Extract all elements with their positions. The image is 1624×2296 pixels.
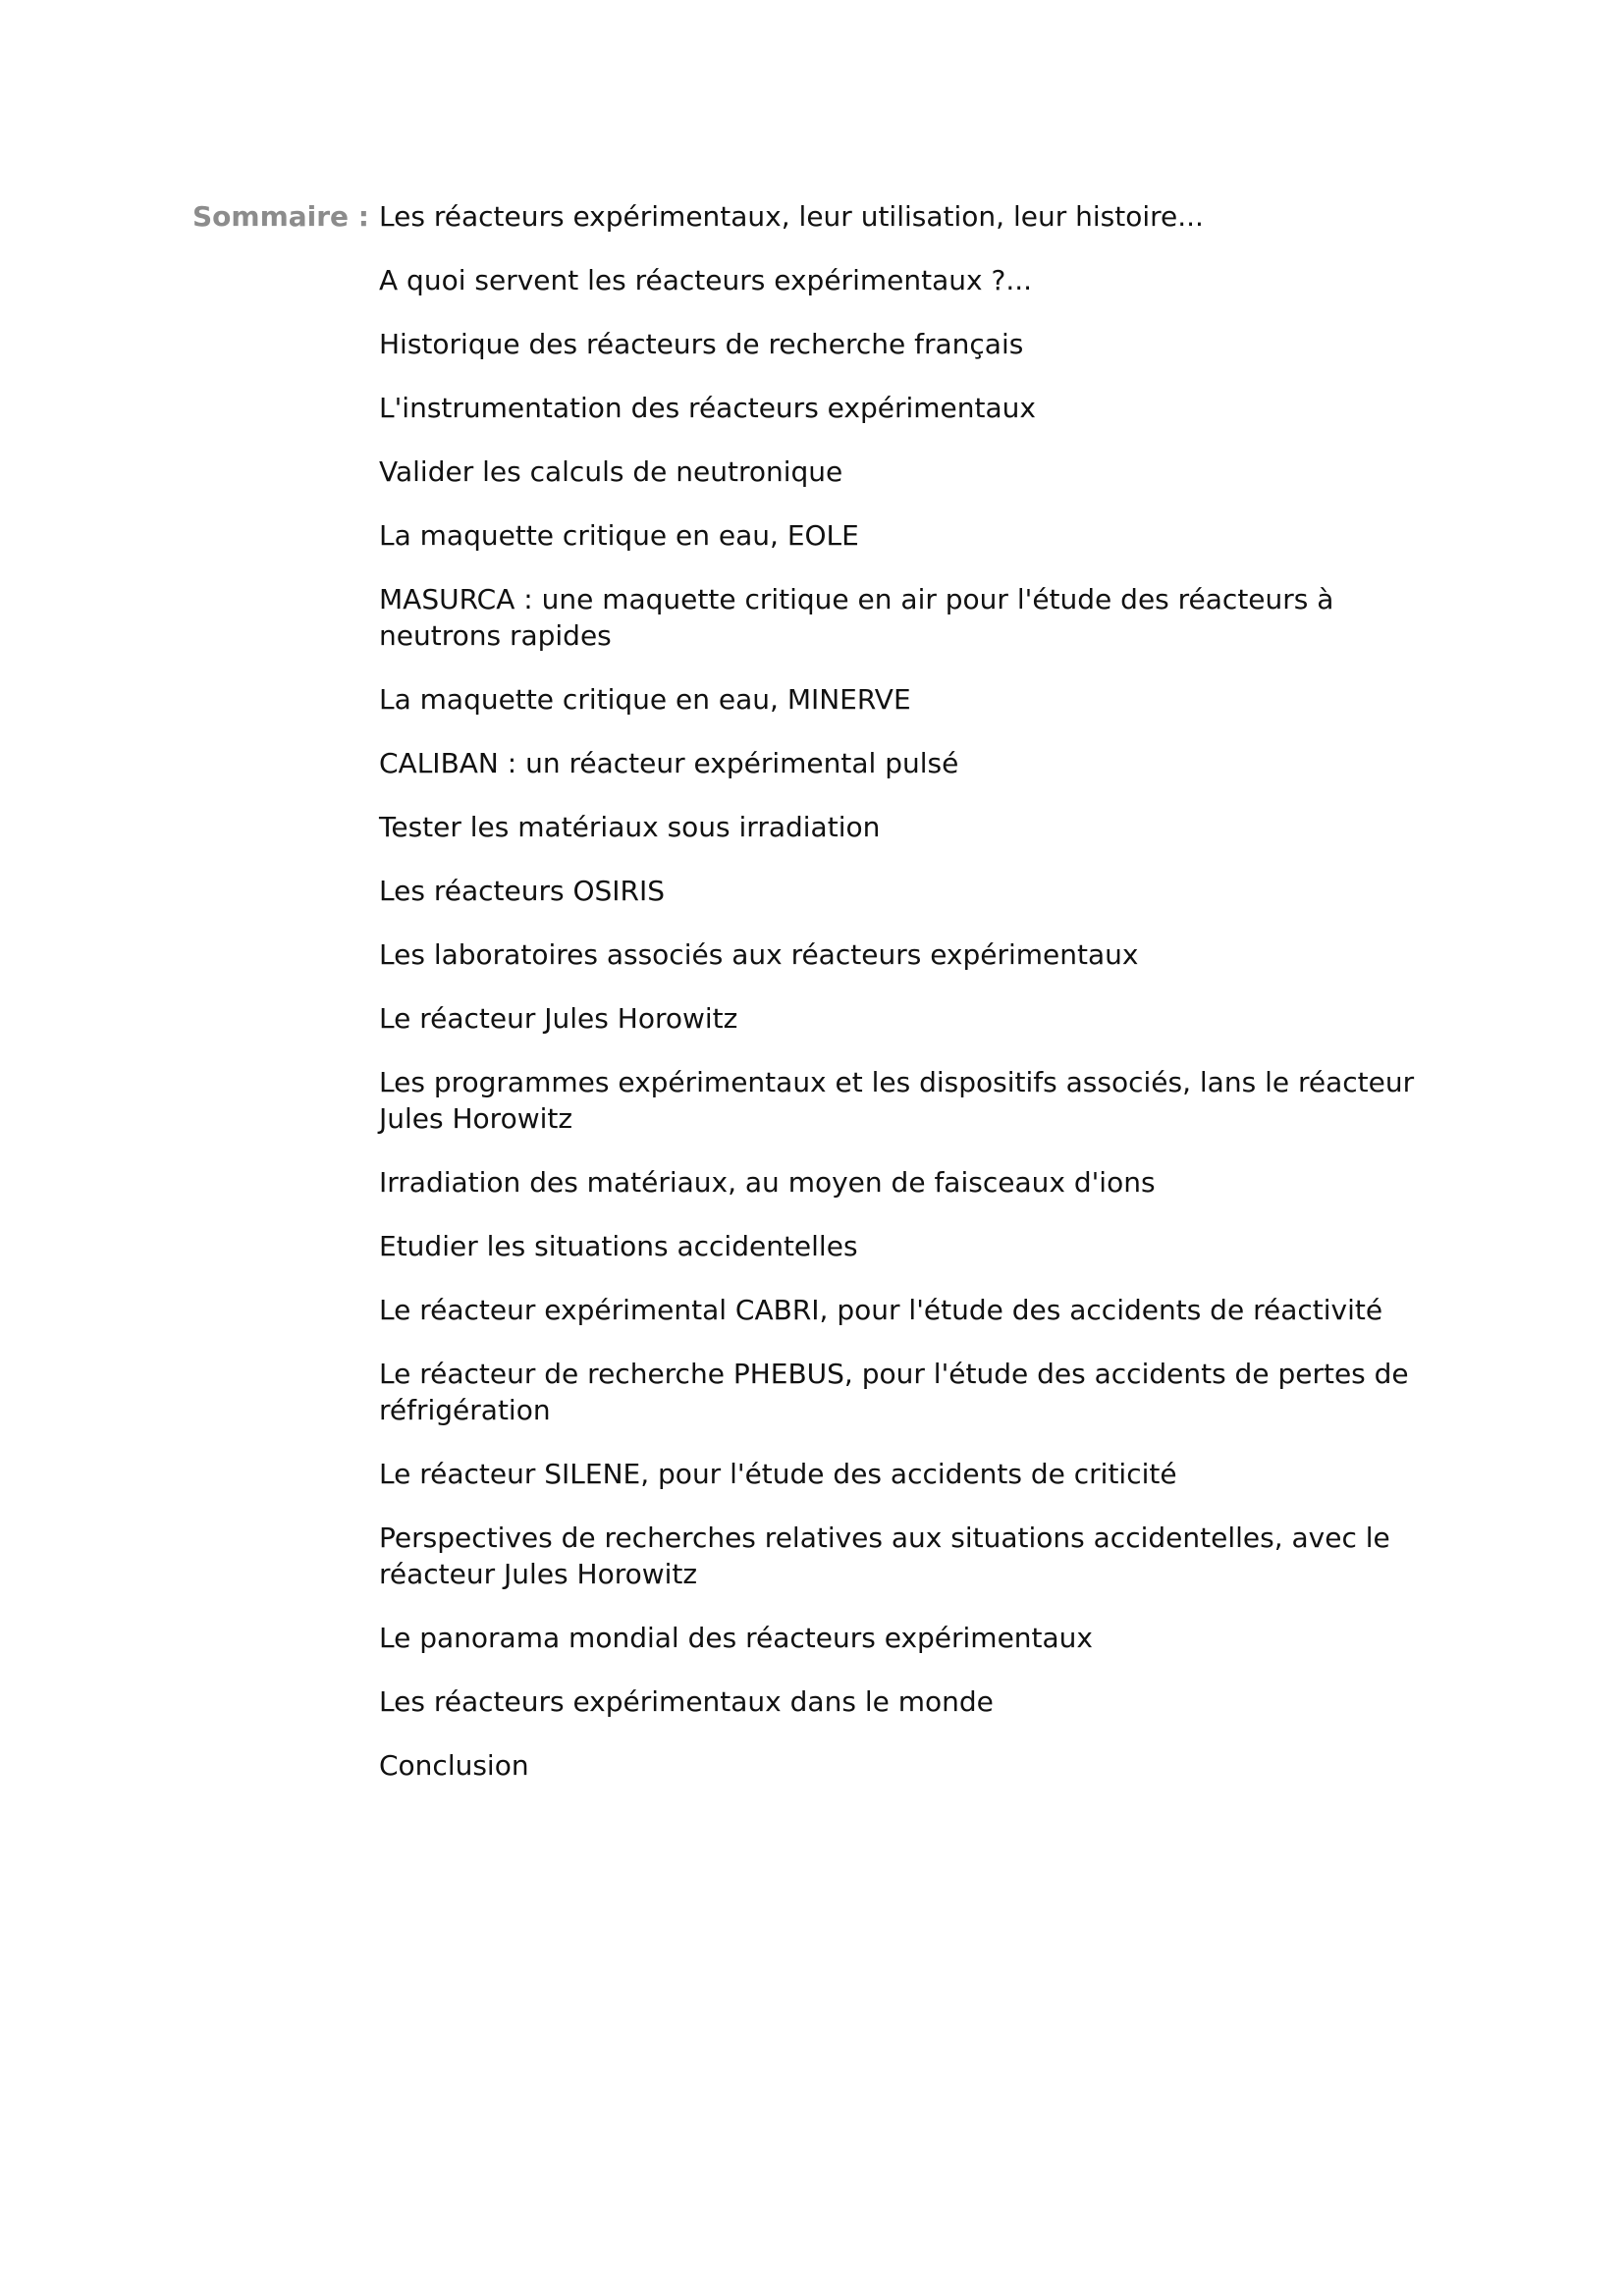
toc-item: A quoi servent les réacteurs expérimentaux ?...: [379, 264, 1033, 296]
toc-item: Etudier les situations accidentelles: [379, 1230, 858, 1262]
toc-item: MASURCA : une maquette critique en air pour l'étude des réacteurs à neutrons rapides: [379, 583, 1334, 652]
toc-item: Conclusion: [379, 1749, 529, 1782]
toc-item: La maquette critique en eau, MINERVE: [379, 683, 911, 716]
toc-label: Sommaire :: [192, 200, 369, 233]
toc-item: Le réacteur Jules Horowitz: [379, 1002, 738, 1035]
toc-item: Historique des réacteurs de recherche français: [379, 328, 1024, 360]
toc-item: L'instrumentation des réacteurs expérimentaux: [379, 392, 1036, 424]
toc-item: Valider les calculs de neutronique: [379, 455, 843, 488]
toc-item: Les réacteurs expérimentaux, leur utilisation, leur histoire...: [379, 200, 1204, 233]
toc-item: Les programmes expérimentaux et les dispositifs associés, lans le réacteur Jules Horowitz: [379, 1066, 1415, 1135]
toc-item: Le réacteur de recherche PHEBUS, pour l'étude des accidents de pertes de réfrigération: [379, 1358, 1409, 1426]
toc-item: Tester les matériaux sous irradiation: [379, 811, 881, 843]
toc-item: Le réacteur SILENE, pour l'étude des accidents de criticité: [379, 1458, 1177, 1490]
toc-item: Perspectives de recherches relatives aux situations accidentelles, avec le réacteur Jules Horowitz: [379, 1522, 1390, 1590]
table-of-contents: [379, 198, 1459, 1811]
toc-item: CALIBAN : un réacteur expérimental pulsé: [379, 747, 959, 779]
toc-item: Les réacteurs OSIRIS: [379, 875, 666, 907]
toc-item: Le réacteur expérimental CABRI, pour l'étude des accidents de réactivité: [379, 1294, 1383, 1326]
toc-item: La maquette critique en eau, EOLE: [379, 519, 859, 552]
toc-item: Irradiation des matériaux, au moyen de faisceaux d'ions: [379, 1166, 1156, 1199]
toc-item: Les laboratoires associés aux réacteurs expérimentaux: [379, 938, 1139, 971]
toc-item: Le panorama mondial des réacteurs expérimentaux: [379, 1622, 1094, 1654]
toc-item: Les réacteurs expérimentaux dans le monde: [379, 1685, 994, 1718]
